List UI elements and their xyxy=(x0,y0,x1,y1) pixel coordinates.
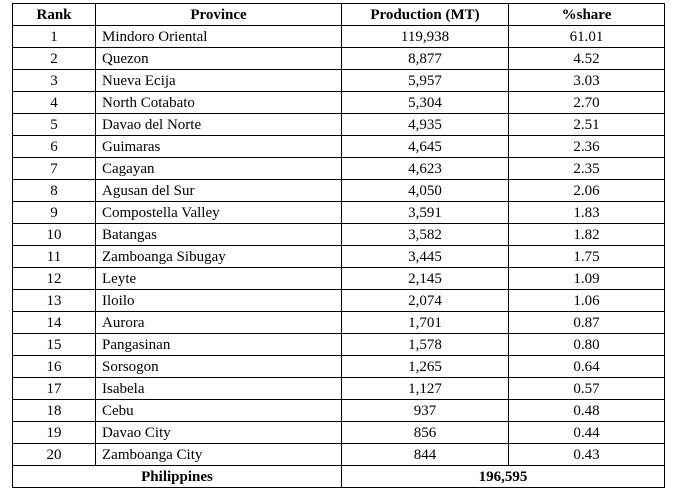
share-cell: 1.75 xyxy=(509,246,665,268)
production-cell: 4,645 xyxy=(342,136,509,158)
share-cell: 0.80 xyxy=(509,334,665,356)
rank-cell: 5 xyxy=(13,114,96,136)
province-cell: Iloilo xyxy=(96,290,342,312)
share-cell: 0.48 xyxy=(509,400,665,422)
province-cell: Nueva Ecija xyxy=(96,70,342,92)
table-row xyxy=(13,70,665,92)
rank-cell: 18 xyxy=(13,400,96,422)
province-cell: Isabela xyxy=(96,378,342,400)
province-cell: Quezon xyxy=(96,48,342,70)
share-cell: 2.36 xyxy=(509,136,665,158)
production-cell: 2,145 xyxy=(342,268,509,290)
rank-cell: 17 xyxy=(13,378,96,400)
table-row xyxy=(13,246,665,268)
province-cell: Compostella Valley xyxy=(96,202,342,224)
rank-cell: 9 xyxy=(13,202,96,224)
rank-cell: 15 xyxy=(13,334,96,356)
province-cell: Zamboanga Sibugay xyxy=(96,246,342,268)
header-province: Province xyxy=(96,4,342,26)
rank-cell: 3 xyxy=(13,70,96,92)
table-row xyxy=(13,48,665,70)
province-cell: Guimaras xyxy=(96,136,342,158)
production-cell: 8,877 xyxy=(342,48,509,70)
production-cell: 937 xyxy=(342,400,509,422)
table-row xyxy=(13,224,665,246)
rank-cell: 2 xyxy=(13,48,96,70)
production-table xyxy=(12,3,665,488)
production-cell: 119,938 xyxy=(342,26,509,48)
rank-cell: 13 xyxy=(13,290,96,312)
share-cell: 0.43 xyxy=(509,444,665,466)
province-cell: Davao City xyxy=(96,422,342,444)
province-cell: Mindoro Oriental xyxy=(96,26,342,48)
rank-cell: 12 xyxy=(13,268,96,290)
share-cell: 2.35 xyxy=(509,158,665,180)
share-cell: 4.52 xyxy=(509,48,665,70)
total-production: 196,595 xyxy=(342,466,665,488)
table-row xyxy=(13,114,665,136)
share-cell: 3.03 xyxy=(509,70,665,92)
header-production: Production (MT) xyxy=(342,4,509,26)
header-share: %share xyxy=(509,4,665,26)
production-cell: 3,445 xyxy=(342,246,509,268)
share-cell: 61.01 xyxy=(509,26,665,48)
production-cell: 5,957 xyxy=(342,70,509,92)
table-body xyxy=(13,26,665,466)
rank-cell: 8 xyxy=(13,180,96,202)
share-cell: 0.64 xyxy=(509,356,665,378)
rank-cell: 16 xyxy=(13,356,96,378)
table-row xyxy=(13,158,665,180)
rank-cell: 10 xyxy=(13,224,96,246)
total-label: Philippines xyxy=(13,466,342,488)
province-cell: Cebu xyxy=(96,400,342,422)
table-row xyxy=(13,268,665,290)
production-cell: 3,582 xyxy=(342,224,509,246)
table-row xyxy=(13,400,665,422)
province-cell: Zamboanga City xyxy=(96,444,342,466)
rank-cell: 20 xyxy=(13,444,96,466)
total-row xyxy=(13,466,665,488)
province-cell: Aurora xyxy=(96,312,342,334)
production-cell: 4,623 xyxy=(342,158,509,180)
province-cell: Davao del Norte xyxy=(96,114,342,136)
rank-cell: 14 xyxy=(13,312,96,334)
rank-cell: 6 xyxy=(13,136,96,158)
production-cell: 844 xyxy=(342,444,509,466)
province-cell: Cagayan xyxy=(96,158,342,180)
share-cell: 2.51 xyxy=(509,114,665,136)
province-cell: Agusan del Sur xyxy=(96,180,342,202)
province-cell: Batangas xyxy=(96,224,342,246)
table-row xyxy=(13,290,665,312)
share-cell: 1.83 xyxy=(509,202,665,224)
table-row xyxy=(13,444,665,466)
share-cell: 2.70 xyxy=(509,92,665,114)
rank-cell: 4 xyxy=(13,92,96,114)
table-row xyxy=(13,422,665,444)
table-row xyxy=(13,92,665,114)
table-row xyxy=(13,202,665,224)
production-cell: 1,265 xyxy=(342,356,509,378)
province-cell: Leyte xyxy=(96,268,342,290)
table-row xyxy=(13,312,665,334)
header-rank: Rank xyxy=(13,4,96,26)
table-row xyxy=(13,334,665,356)
province-cell: Pangasinan xyxy=(96,334,342,356)
production-cell: 856 xyxy=(342,422,509,444)
header-row xyxy=(13,4,665,26)
table-row xyxy=(13,356,665,378)
production-cell: 4,050 xyxy=(342,180,509,202)
rank-cell: 7 xyxy=(13,158,96,180)
share-cell: 0.44 xyxy=(509,422,665,444)
rank-cell: 19 xyxy=(13,422,96,444)
table-row xyxy=(13,136,665,158)
share-cell: 1.09 xyxy=(509,268,665,290)
share-cell: 0.87 xyxy=(509,312,665,334)
production-cell: 3,591 xyxy=(342,202,509,224)
rank-cell: 11 xyxy=(13,246,96,268)
province-cell: Sorsogon xyxy=(96,356,342,378)
table-row xyxy=(13,378,665,400)
share-cell: 1.06 xyxy=(509,290,665,312)
production-cell: 1,701 xyxy=(342,312,509,334)
production-cell: 1,127 xyxy=(342,378,509,400)
production-cell: 5,304 xyxy=(342,92,509,114)
table-row xyxy=(13,26,665,48)
share-cell: 1.82 xyxy=(509,224,665,246)
share-cell: 2.06 xyxy=(509,180,665,202)
table-row xyxy=(13,180,665,202)
share-cell: 0.57 xyxy=(509,378,665,400)
province-cell: North Cotabato xyxy=(96,92,342,114)
rank-cell: 1 xyxy=(13,26,96,48)
production-cell: 1,578 xyxy=(342,334,509,356)
production-cell: 2,074 xyxy=(342,290,509,312)
production-cell: 4,935 xyxy=(342,114,509,136)
